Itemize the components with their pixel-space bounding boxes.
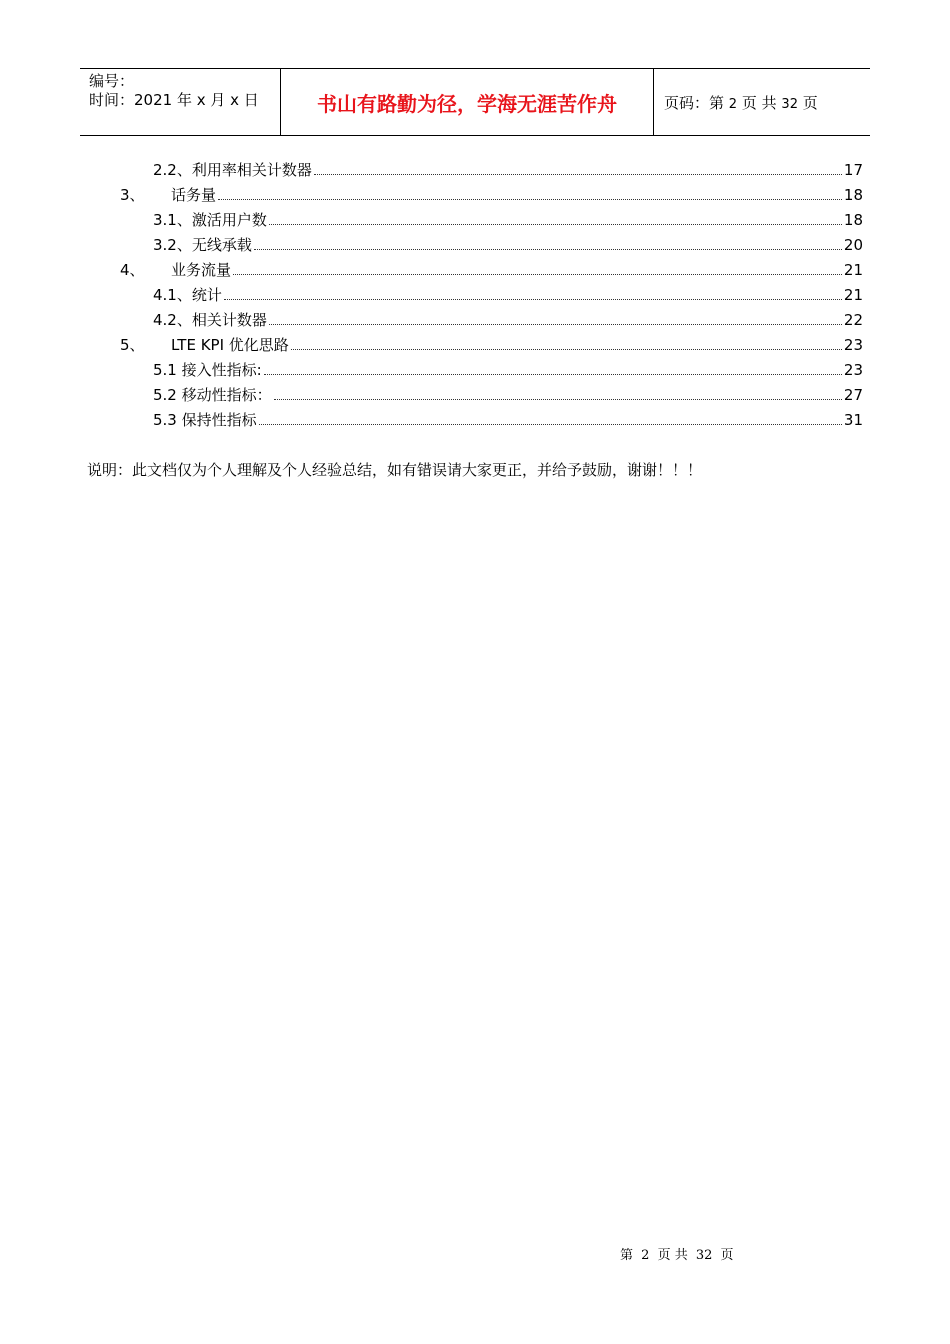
- toc-entry-line: [171, 183, 863, 208]
- toc-leader-dots: [269, 224, 842, 225]
- toc-entry-line: [153, 383, 863, 408]
- footer-suffix: 页: [720, 1248, 734, 1263]
- document-note: 说明：此文档仅为个人理解及个人经验总结，如有错误请大家更正，并给予鼓励，谢谢！！！: [87, 461, 703, 479]
- toc-entry-page: 23: [843, 336, 863, 354]
- toc-entry[interactable]: [0, 308, 950, 333]
- toc-entry-page: 27: [843, 386, 863, 404]
- footer-page-current: 2: [641, 1248, 650, 1263]
- toc-leader-dots: [314, 174, 842, 175]
- toc-entry[interactable]: [0, 408, 950, 433]
- header-page-current: 2: [728, 97, 738, 112]
- toc-entry-title: 5.1 接入性指标:: [153, 361, 262, 379]
- toc-entry-title: 3.1、激活用户数: [153, 211, 267, 229]
- toc-entry-title: 4.2、相关计数器: [153, 311, 267, 329]
- toc-leader-dots: [233, 274, 842, 275]
- toc-entry[interactable]: [0, 208, 950, 233]
- toc-entry-line: [153, 208, 863, 233]
- footer-page-total: 32: [695, 1248, 713, 1263]
- toc-entry-title: 4.1、统计: [153, 286, 222, 304]
- toc-entry-line: [171, 333, 863, 358]
- toc-entry-page: 17: [843, 161, 863, 179]
- toc-leader-dots: [274, 399, 842, 400]
- toc-entry[interactable]: [0, 283, 950, 308]
- header-page-info: [664, 93, 818, 115]
- toc-entry[interactable]: [0, 258, 950, 283]
- page-header: [80, 68, 870, 136]
- toc-entry-page: 21: [843, 261, 863, 279]
- header-page-suffix: 页: [802, 94, 818, 112]
- header-motto: 书山有路勤为径，学海无涯苦作舟: [317, 92, 617, 116]
- toc-entry-line: [153, 283, 863, 308]
- toc-entry-line: [153, 358, 863, 383]
- header-page-cell: [654, 69, 870, 135]
- toc-entry-title: 2.2、利用率相关计数器: [153, 161, 312, 179]
- toc-leader-dots: [291, 349, 842, 350]
- toc-entry-page: 20: [843, 236, 863, 254]
- header-motto-cell: [281, 69, 654, 135]
- document-number-label: 编号：: [89, 72, 135, 90]
- toc-entry-page: 22: [843, 311, 863, 329]
- toc-leader-dots: [264, 374, 842, 375]
- toc-entry-title: 5.3 保持性指标: [153, 411, 257, 429]
- toc-leader-dots: [269, 324, 842, 325]
- toc-entry-line: [153, 158, 863, 183]
- toc-entry[interactable]: [0, 183, 950, 208]
- toc-entry-line: [153, 408, 863, 433]
- header-page-mid: 页 共: [741, 94, 777, 112]
- header-page-total: 32: [781, 97, 798, 112]
- footer-prefix: 第: [620, 1248, 634, 1263]
- toc-entry-number: 5、: [120, 336, 145, 354]
- toc-entry-title: LTE KPI 优化思路: [171, 336, 289, 354]
- toc-entry-page: 18: [843, 186, 863, 204]
- toc-entry-page: 18: [843, 211, 863, 229]
- toc-entry-line: [171, 258, 863, 283]
- toc-entry-page: 31: [843, 411, 863, 429]
- page-footer: [620, 1246, 738, 1266]
- toc-entry-number: 3、: [120, 186, 145, 204]
- toc-entry-page: 23: [843, 361, 863, 379]
- toc-entry[interactable]: [0, 333, 950, 358]
- toc-entry-title: 业务流量: [171, 261, 232, 279]
- toc-entry-title: 话务量: [171, 186, 217, 204]
- toc-leader-dots: [224, 299, 842, 300]
- toc-leader-dots: [218, 199, 842, 200]
- header-left-cell: [80, 69, 281, 135]
- toc-entry[interactable]: [0, 383, 950, 408]
- toc-entry[interactable]: [0, 233, 950, 258]
- toc-entry[interactable]: [0, 158, 950, 183]
- header-page-prefix: 页码：第: [664, 94, 725, 112]
- toc-entry-line: [153, 308, 863, 333]
- footer-mid: 页 共: [657, 1248, 688, 1263]
- toc-entry[interactable]: [0, 358, 950, 383]
- toc-entry-title: 5.2 移动性指标：: [153, 386, 272, 404]
- toc-entry-page: 21: [843, 286, 863, 304]
- toc-entry-number: 4、: [120, 261, 145, 279]
- toc-leader-dots: [254, 249, 842, 250]
- toc-entry-line: [153, 233, 863, 258]
- document-time-label: 时间：2021 年 x 月 x 日: [89, 91, 259, 109]
- toc-leader-dots: [259, 424, 842, 425]
- toc-entry-title: 3.2、无线承载: [153, 236, 252, 254]
